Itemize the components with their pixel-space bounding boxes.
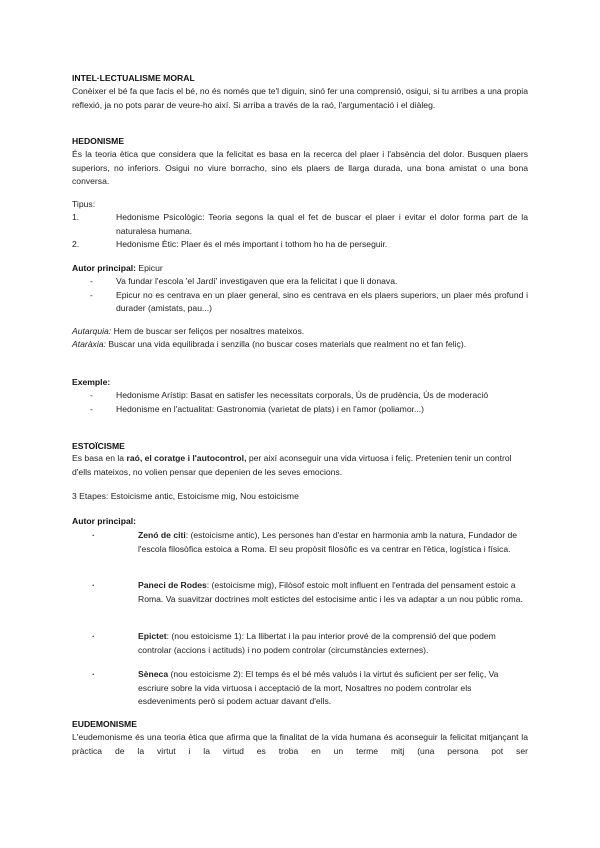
list-text: Hedonisme Ètic: Plaer és el més important i tothom ho ha de perseguir.	[116, 239, 388, 250]
list-text: Epicur no es centrava en un plaer general, sino es centrava en els plaers superiors, un plaer més profund i durader (amistats, pau...)	[116, 289, 528, 314]
autarquia-definition	[72, 325, 528, 339]
list-number: 2.	[72, 239, 80, 250]
autor-label: Autor principal:	[72, 263, 136, 273]
text: per així aconseguir una vida virtuosa i feliç. Pretenien tenir un control d'ells mateixos, no volien pensar que depenien de les seves emocions.	[72, 453, 512, 477]
heading-estoicisme: ESTOÏCISME	[72, 441, 125, 451]
autor-name: Epictet	[138, 631, 167, 641]
autor-name: Epicur	[138, 263, 163, 273]
autor-text: : (nou estoicisme 1): La llibertat i la pau interior prové de la comprensió del que podem controlar (accions i actituds) i no podem controlar (circumstàncies externes).	[138, 631, 496, 655]
paragraph-hedonisme: És la teoria ètica que considera que la felicitat es basa en la recerca del plaer i l'absència del dolor. Busquen plaers superiors, no inferiors. Osigui no viure borracho, sino els plaers de llarga durada, una bona amistat o una bona conversa.	[72, 149, 528, 187]
exemple-list	[90, 389, 528, 416]
ataraxia-definition	[72, 338, 528, 352]
paragraph-estoicisme	[72, 452, 528, 479]
heading-eudemonisme: EUDEMONISME	[72, 719, 137, 729]
autor-item: · Epictet: (nou estoicisme 1): La llibertat i la pau interior prové de la comprensió del que podem controlar (accions i actituds) i no podem controlar (circumstàncies externes).	[92, 631, 496, 655]
autor-item: · Zenó de citi: (estoicisme antic), Les persones han d'estar en harmonia amb la natura, Fundador de l'escola filosòfica estoica a Roma. El seu propòsit filosòfic es va centrar en l'ètica, logística i física.	[92, 530, 517, 554]
list-item	[72, 238, 528, 252]
definition: Hem de buscar ser feliços per nosaltres mateixos.	[113, 326, 305, 336]
term: Ataràxia:	[72, 339, 106, 349]
autor-text: : (estoicisme antic), Les persones han d'estar en harmonia amb la natura, Fundador de l'escola filosòfica estoica a Roma. El seu propòsit filosòfic es va centrar en l'ètica, logística i física.	[138, 530, 517, 554]
list-item: - Epicur no es centrava en un plaer general, sino es centrava en els plaers superiors, un plaer més profund i durader (amistats, pau...)	[90, 289, 528, 314]
term: Autarquia:	[72, 326, 112, 336]
tipus-label: Tipus:	[72, 199, 96, 209]
autor-points	[90, 275, 528, 316]
list-text: Hedonisme en l'actualitat: Gastronomia (varietat de plats) i en l'amor (poliamor...)	[116, 403, 425, 414]
exemple-label: Exemple:	[72, 377, 111, 387]
autor-hedonisme	[72, 262, 528, 276]
autor-name: Zenó de citi	[138, 530, 186, 540]
list-item: - Va fundar l'escola 'el Jardí' investigaven que era la felicitat i que li donava.	[90, 276, 398, 286]
paragraph-eudemonisme: L'eudemonisme és una teoria ètica que afirma que la finalitat de la vida humana és aconseguir la felicitat mitjançant la pràctica de la virtut i la virtud es troba en un terme mitj (una persona pot ser	[72, 732, 528, 756]
etapes: 3 Etapes: Estoicisme antic, Estoicisme mig, Nou estoicisme	[72, 491, 299, 501]
autor-name: Sèneca	[138, 669, 169, 679]
bold-text: raó, el coratge i l'autocontrol,	[126, 453, 247, 463]
list-item: - Hedonisme Arístip: Basat en satisfer les necessitats corporals, Ús de prudència, Ús de moderació	[90, 390, 489, 400]
list-item	[72, 211, 528, 238]
heading-hedonisme: HEDONISME	[72, 136, 125, 146]
list-text: Hedonisme Arístip: Basat en satisfer les necessitats corporals, Ús de prudència, Ús de moderació	[116, 390, 489, 400]
list-text: Hedonisme Psicològic: Teoria segons la qual el fet de buscar el plaer i evitar el dolor forma part de la naturalesa humana.	[116, 212, 528, 236]
autor-label-estoicisme: Autor principal:	[72, 516, 136, 526]
list-number: 1.	[72, 212, 80, 222]
autor-item: · Sèneca (nou estoicisme 2): El temps és el bé més valuós i la virtut és suficient per ser feliç, Va escriure sobre la vida virtuosa i acceptació de la mort, Nosaltres no podem controlar els esdeveniments però si podem actuar davant d'ells.	[92, 669, 499, 707]
tipus-list	[72, 211, 528, 252]
list-text: Va fundar l'escola 'el Jardí' investigaven que era la felicitat i que li donava.	[116, 276, 398, 286]
paragraph-intellectualisme: Conèixer el bé fa que facis el bé, no és només que te'l diguin, sinó fer una comprensió, osigui, si tu arribes a una propia reflexió, ja no pots parar de veure-ho així. Si arriba a través de la raó, l'argumentació i el diàleg.	[72, 86, 528, 110]
autor-text: : (estoicisme mig), Filòsof estoic molt influent en l'entrada del pensament estoic a Roma. Va suavitzar doctrines molt estictes del estocisime antic i les va adaptar a un nou públic roma.	[138, 580, 523, 604]
heading-intellectualisme: INTEL·LECTUALISME MORAL	[72, 73, 195, 83]
list-item: - Hedonisme en l'actualitat: Gastronomia (varietat de plats) i en l'amor (poliamor...)	[90, 403, 425, 414]
definition: Buscar una vida equilibrada i senzilla (no buscar coses materials que realment no et fan feliç).	[108, 339, 467, 349]
autor-item: · Paneci de Rodes: (estoicisme mig), Filòsof estoic molt influent en l'entrada del pensament estoic a Roma. Va suavitzar doctrines molt estictes del estocisime antic i les va adaptar a un nou públic roma.	[92, 580, 523, 604]
autor-text: (nou estoicisme 2): El temps és el bé més valuós i la virtut és suficient per ser feliç, Va escriure sobre la vida virtuosa i acceptació de la mort, Nosaltres no podem controlar els esdeveniments però si podem actuar davant d'ells.	[138, 669, 499, 707]
autor-name: Paneci de Rodes	[138, 580, 207, 590]
text: Es basa en la	[72, 453, 127, 463]
